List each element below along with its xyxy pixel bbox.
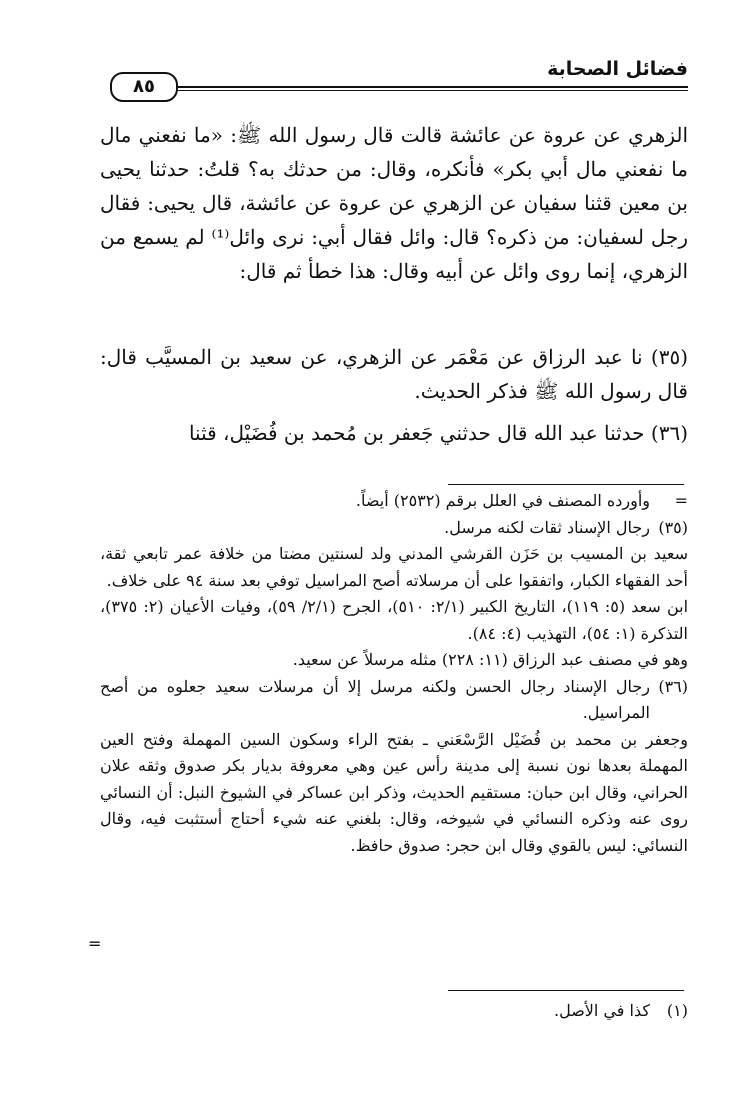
footnote-1: [100, 998, 688, 1024]
note-text: رجال الإسناد رجال الحسن ولكنه مرسل إلا أن مرسلات سعيد جعلوه من أصح المراسيل.: [100, 676, 650, 722]
continuation-mark: =: [88, 934, 102, 953]
footnote-text: كذا في الأصل.: [554, 1001, 650, 1020]
note-continuation: [100, 488, 688, 515]
footnote-separator: [448, 990, 684, 991]
note-36-paragraph: وجعفر بن محمد بن فُضَيْل الرَّسْعَني ـ بفتح الراء وسكون السين المهملة وفتح العين المهملة بعدها نون نسبة إلى مدينة رأس عين وهي معروفة بديار بكر صدوق وثقه علان الحراني، وقال ابن حبان: مستقيم الحديث، وذكر ابن عساكر في الشيوخ النبل: أن النسائي روى عنه وذكره النسائي في شيوخه، وقال: بلغني عنه شيء أحتاج أستثبت فيه، وقال النسائي: ليس بالقوي وقال ابن حجر: صدوق حافظ.: [100, 729, 688, 855]
notes-section: [100, 488, 688, 859]
footnote-number: (١): [666, 1001, 688, 1020]
note-35-paragraph: سعيد بن المسيب بن حَزَن القرشي المدني ولد لسنتين مضتا من خلافة عمر تابعي ثقة، أحد الفقهاء الكبار، واتفقوا على أن مرسلاته أصح المراسيل توفي بعد سنة ٩٤ على خلاف.: [100, 544, 688, 590]
note-text: رجال الإسناد ثقات لكنه مرسل.: [444, 517, 650, 537]
note-35: [100, 515, 688, 542]
footnote: [100, 998, 688, 1024]
header-title: فضائل الصحابة: [547, 58, 688, 80]
header-rule-thin: [162, 90, 688, 91]
note-35-references: ابن سعد (٥: ١١٩)، التاريخ الكبير (٢/١: ٥١٠)، الجرح (٢/١/ ٥٩)، وفيات الأعيان (٢: ٣٧٥)، التذكرة (١: ٥٤)، التهذيب (٤: ٨٤).: [100, 597, 689, 643]
note-35-paragraph: وهو في مصنف عبد الرزاق (١١: ٢٢٨) مثله مرسلاً عن سعيد.: [292, 650, 688, 669]
page-number: ٨٥: [110, 72, 178, 102]
hadith-35: (٣٥) نا عبد الرزاق عن مَعْمَر عن الزهري، عن سعيد بن المسيَّب قال: قال رسول الله ﷺ فذكر الحديث.: [100, 345, 688, 403]
header-rule: [162, 86, 688, 88]
note-text: وأورده المصنف في العلل برقم (٢٥٣٢) أيضاً.: [355, 491, 650, 510]
note-number: (٣٦): [658, 676, 688, 696]
note-36: [100, 674, 688, 727]
notes-separator: [448, 484, 684, 485]
note-number: (٣٥): [658, 517, 688, 537]
hadith-36: (٣٦) حدثنا عبد الله قال حدثني جَعفر بن مُحمد بن فُضَيْل، قثنا: [188, 421, 688, 445]
body-paragraph: الزهري عن عروة عن عائشة قالت قال رسول الله ﷺ: «ما نفعني مال ما نفعني مال أبي بكر» فأنكره، وقال: من حدثك به؟ قلتُ: حدثنا يحيى بن معين قثنا سفيان عن الزهري عن عروة عن عائشة، قال يحيى: فقال رجل لسفيان: من ذكره؟ قال: وائل فقال أبي: نرى وائل⁽¹⁾ لم يسمع من الزهري، إنما روى وائل عن أبيه وقال: هذا خطأ ثم قال:: [100, 123, 688, 283]
running-header: [96, 58, 688, 98]
continuation-mark: =: [674, 491, 688, 510]
